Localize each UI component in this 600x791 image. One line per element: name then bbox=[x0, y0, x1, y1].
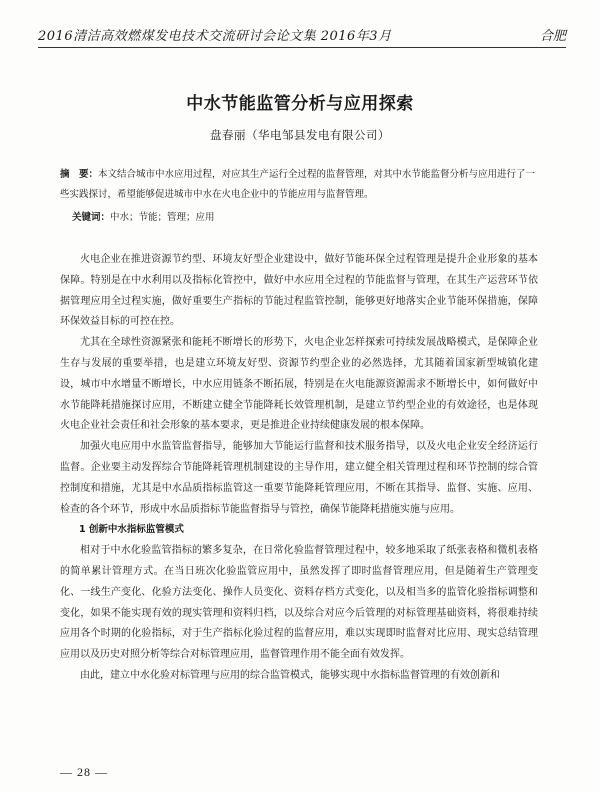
page-number: — 28 — bbox=[60, 765, 108, 779]
running-header bbox=[38, 20, 566, 48]
body-paragraph-2: 尤其在全球性资源紧张和能耗不断增长的形势下，火电企业怎样探索可持续发展战略模式，是保障企业生存与发展的重要举措，也是建立环境友好型、资源节约型企业的必然选择，尤其随着国家新型城镇化建设，城市中水增量不断增长，中水应用链条不断拓展，特别是在火电能源资源需求不断增长中，如何做好中水节能降耗措施探讨应用，不断建立健全节能降耗长效管理机制，是建立节约型企业的有效途径，也是体现火电企业社会责任和社会形象的基本要求，更是推进企业持续健康发展的根本保障。 bbox=[60, 337, 538, 432]
keywords-text: 中水；节能；管理；应用 bbox=[110, 212, 215, 223]
abstract-text: 本文结合城市中水应用过程，对应其生产运行全过程的监督管理，对其中水节能监督分析与应用进行了一些实践探讨，希望能够促进城市中水在火电企业中的节能应用与监督管理。 bbox=[60, 169, 536, 200]
section-heading-1: 1 创新中水指标监管模式 bbox=[79, 524, 184, 536]
author-line: 盘春丽（华电邹县发电有限公司） bbox=[210, 128, 390, 142]
abstract bbox=[60, 165, 538, 205]
body-text bbox=[60, 250, 538, 687]
journal-title: 2016清洁高效燃煤发电技术交流研讨会论文集 2016年3月 bbox=[38, 29, 392, 44]
abstract-label: 摘 要： bbox=[60, 169, 99, 180]
body-paragraph-1: 火电企业在推进资源节约型、环境友好型企业建设中，做好节能环保全过程管理是提升企业形象的基本保障。特别是在中水利用以及指标化管控中，做好中水应用全过程的节能监督与管理，在其生产运营环节依据管理应用全过程实施，做好重要生产指标的节能过程监管控制，能够更好地落实企业节能环保措施，保障环保效益目标的可控在控。 bbox=[60, 254, 538, 328]
body-paragraph-3: 加强火电应用中水监管监督指导，能够加大节能运行监督和技术服务指导，以及火电企业安全经济运行监督。企业要主动发挥综合节能降耗管理机制建设的主导作用，建立健全相关管理过程和环节控制的综合管控制度和措施，尤其是中水品质指标监管这一重要节能降耗管理应用，不断在其指导、监督、实施、应用、检查的各个环节，形成中水品质指标节能监督指导与管控，确保节能降耗措施实施与应用。 bbox=[60, 441, 538, 515]
keywords bbox=[72, 209, 538, 227]
keywords-label: 关键词： bbox=[72, 212, 111, 223]
body-paragraph-5: 由此，建立中水化验对标管理与应用的综合监管模式，能够实现中水指标监督管理的有效创新和 bbox=[80, 669, 500, 681]
body-paragraph-4: 相对于中水化验监管指标的繁多复杂，在日常化验监督管理过程中，较多地采取了纸张表格和微机表格的简单累计管理方式。在当日班次化验监管应用中，虽然发挥了即时监督管理应用，但是随着生产管理变化、一线生产变化、化验方法变化、操作人员变化、资料存档方式变化，以及相当多的监管化验指标调整和变化，如果不能实现有效的现实管理和资料归档，以及综合对应今后管理的对标管理基础资料，将很难持续应用各个时期的化验指标，对于生产指标化验过程的监督应用，难以实现即时监督对比应用、现实总结管理应用以及历史对照分析等综合对标管理应用，监督管理作用不能全面有效发挥。 bbox=[60, 545, 538, 661]
conference-city: 合肥 bbox=[539, 29, 566, 44]
paper-title: 中水节能监管分析与应用探索 bbox=[186, 94, 414, 114]
